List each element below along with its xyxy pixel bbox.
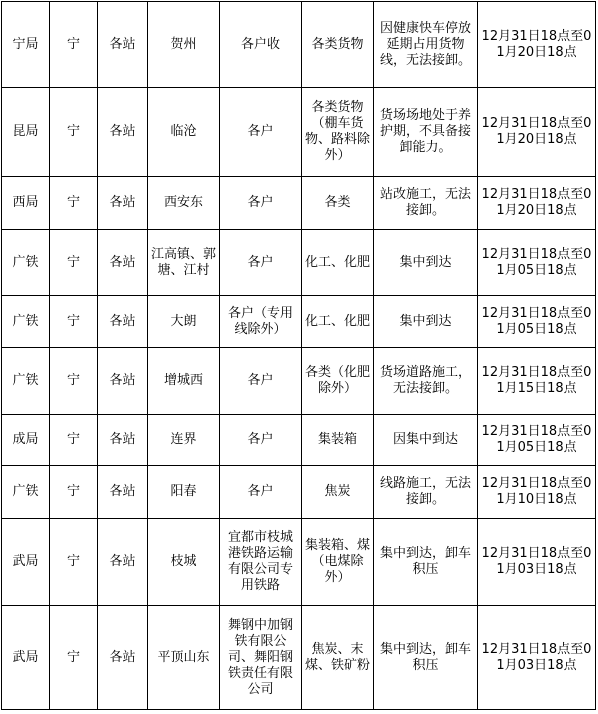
consignor-cell: 各户 [220, 177, 302, 230]
reason-cell: 因健康快车停放延期占用货物线，无法接卸。 [374, 2, 478, 88]
period-cell: 12月31日18点至01月05日18点 [478, 296, 596, 348]
station-cell: 各站 [98, 230, 148, 296]
cargo-cell: 各类货物（棚车货物、路料除外） [302, 88, 374, 177]
dest-bureau-cell: 宁 [50, 296, 98, 348]
table-row [2, 2, 596, 88]
period-cell: 12月31日18点至01月03日18点 [478, 606, 596, 710]
dest-bureau-cell: 宁 [50, 88, 98, 177]
cargo-cell: 集装箱、煤（电煤除外） [302, 519, 374, 606]
bureau-cell: 武局 [2, 519, 50, 606]
cargo-cell: 化工、化肥 [302, 230, 374, 296]
period-cell: 12月31日18点至01月20日18点 [478, 88, 596, 177]
bureau-cell: 宁局 [2, 2, 50, 88]
bureau-cell: 广铁 [2, 348, 50, 415]
cargo-cell: 焦炭 [302, 466, 374, 519]
consignor-cell: 宜都市枝城港铁路运输有限公司专用铁路 [220, 519, 302, 606]
dest-bureau-cell: 宁 [50, 2, 98, 88]
origin-station-cell: 增城西 [148, 348, 220, 415]
station-cell: 各站 [98, 519, 148, 606]
table-row [2, 519, 596, 606]
consignor-cell: 各户（专用线除外） [220, 296, 302, 348]
reason-cell: 集中到达，卸车积压 [374, 519, 478, 606]
restriction-table [1, 1, 596, 710]
table-row [2, 230, 596, 296]
reason-cell: 因集中到达 [374, 415, 478, 466]
dest-bureau-cell: 宁 [50, 230, 98, 296]
origin-station-cell: 阳春 [148, 466, 220, 519]
table-row [2, 466, 596, 519]
origin-station-cell: 临沧 [148, 88, 220, 177]
dest-bureau-cell: 宁 [50, 415, 98, 466]
table-row [2, 296, 596, 348]
table-row [2, 88, 596, 177]
period-cell: 12月31日18点至01月10日18点 [478, 466, 596, 519]
station-cell: 各站 [98, 466, 148, 519]
table-row [2, 606, 596, 710]
consignor-cell: 各户 [220, 88, 302, 177]
cargo-cell: 集装箱 [302, 415, 374, 466]
bureau-cell: 昆局 [2, 88, 50, 177]
consignor-cell: 各户 [220, 415, 302, 466]
station-cell: 各站 [98, 88, 148, 177]
station-cell: 各站 [98, 177, 148, 230]
station-cell: 各站 [98, 606, 148, 710]
reason-cell: 集中到达 [374, 296, 478, 348]
consignor-cell: 各户 [220, 230, 302, 296]
cargo-cell: 各类（化肥除外） [302, 348, 374, 415]
origin-station-cell: 江高镇、郭塘、江村 [148, 230, 220, 296]
bureau-cell: 西局 [2, 177, 50, 230]
bureau-cell: 广铁 [2, 230, 50, 296]
period-cell: 12月31日18点至01月20日18点 [478, 177, 596, 230]
reason-cell: 集中到达 [374, 230, 478, 296]
origin-station-cell: 平顶山东 [148, 606, 220, 710]
table-row [2, 348, 596, 415]
reason-cell: 集中到达，卸车积压 [374, 606, 478, 710]
reason-cell: 货场场地处于养护期，不具备接卸能力。 [374, 88, 478, 177]
consignor-cell: 各户收 [220, 2, 302, 88]
cargo-cell: 各类货物 [302, 2, 374, 88]
period-cell: 12月31日18点至01月15日18点 [478, 348, 596, 415]
dest-bureau-cell: 宁 [50, 606, 98, 710]
station-cell: 各站 [98, 348, 148, 415]
cargo-cell: 化工、化肥 [302, 296, 374, 348]
table-row [2, 415, 596, 466]
table-row [2, 177, 596, 230]
station-cell: 各站 [98, 296, 148, 348]
dest-bureau-cell: 宁 [50, 466, 98, 519]
cargo-cell: 各类 [302, 177, 374, 230]
origin-station-cell: 大朗 [148, 296, 220, 348]
station-cell: 各站 [98, 415, 148, 466]
period-cell: 12月31日18点至01月20日18点 [478, 2, 596, 88]
period-cell: 12月31日18点至01月05日18点 [478, 230, 596, 296]
bureau-cell: 武局 [2, 606, 50, 710]
consignor-cell: 各户 [220, 348, 302, 415]
period-cell: 12月31日18点至01月03日18点 [478, 519, 596, 606]
consignor-cell: 舞钢中加钢铁有限公司、舞阳钢铁责任有限公司 [220, 606, 302, 710]
reason-cell: 线路施工，无法接卸。 [374, 466, 478, 519]
reason-cell: 站改施工，无法接卸。 [374, 177, 478, 230]
dest-bureau-cell: 宁 [50, 519, 98, 606]
cargo-cell: 焦炭、末煤、铁矿粉 [302, 606, 374, 710]
dest-bureau-cell: 宁 [50, 177, 98, 230]
bureau-cell: 成局 [2, 415, 50, 466]
period-cell: 12月31日18点至01月05日18点 [478, 415, 596, 466]
origin-station-cell: 连界 [148, 415, 220, 466]
station-cell: 各站 [98, 2, 148, 88]
origin-station-cell: 枝城 [148, 519, 220, 606]
reason-cell: 货场道路施工，无法接卸。 [374, 348, 478, 415]
dest-bureau-cell: 宁 [50, 348, 98, 415]
bureau-cell: 广铁 [2, 296, 50, 348]
consignor-cell: 各户 [220, 466, 302, 519]
bureau-cell: 广铁 [2, 466, 50, 519]
origin-station-cell: 贺州 [148, 2, 220, 88]
origin-station-cell: 西安东 [148, 177, 220, 230]
